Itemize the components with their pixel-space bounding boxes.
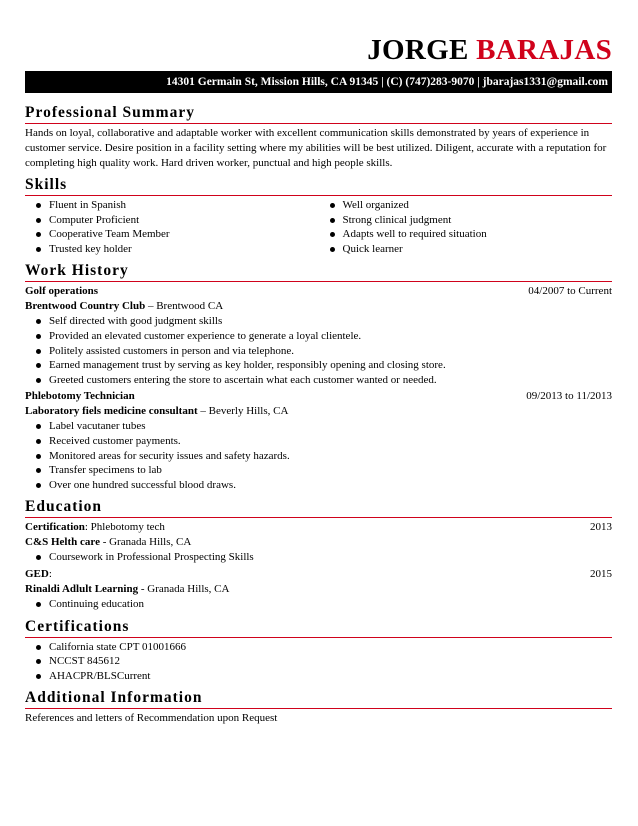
- first-name: JORGE: [367, 34, 469, 66]
- duty-item: Label vacutaner tubes: [25, 419, 612, 434]
- skill-item: Well organized: [319, 198, 613, 213]
- education-school: Rinaldi Adlult Learning: [25, 582, 139, 595]
- duty-item: Greeted customers entering the store to ascertain what each customer wanted or needed.: [25, 373, 612, 388]
- section-title-education: Education: [25, 498, 612, 518]
- education-year: 2013: [590, 521, 612, 534]
- certification-item: AHACPR/BLSCurrent: [25, 669, 612, 684]
- education-header: [25, 520, 612, 535]
- candidate-name: [25, 35, 612, 65]
- additional-text: References and letters of Recommendation upon Request: [25, 712, 278, 725]
- certification-item: California state CPT 01001666: [25, 640, 612, 655]
- education-degree: GED: [25, 567, 49, 580]
- contact-bar: 14301 Germain St, Mission Hills, CA 91345 | (C) (747)283-9070 | jbarajas1331@gmail.com: [25, 71, 612, 93]
- job-dates: 04/2007 to Current: [528, 285, 612, 298]
- education-details: [25, 597, 612, 612]
- job-employer: [25, 404, 612, 419]
- duty-item: Self directed with good judgment skills: [25, 314, 612, 329]
- skill-item: Computer Proficient: [25, 213, 319, 228]
- skill-item: Trusted key holder: [25, 242, 319, 257]
- job-duties: [25, 419, 612, 492]
- job-entry: [25, 284, 612, 387]
- education-location: - Granada Hills, CA: [138, 582, 230, 595]
- education-field: :: [48, 567, 52, 580]
- section-title-work: Work History: [25, 262, 612, 282]
- job-entry: [25, 389, 612, 492]
- education-field: : Phlebotomy tech: [84, 521, 165, 534]
- job-dates: 09/2013 to 11/2013: [526, 390, 612, 403]
- duty-item: Provided an elevated customer experience to generate a loyal clientele.: [25, 329, 612, 344]
- duty-item: Received customer payments.: [25, 434, 612, 449]
- job-company: Brentwood Country Club: [25, 300, 146, 313]
- resume-page: [25, 0, 612, 726]
- duty-item: Monitored areas for security issues and safety hazards.: [25, 449, 612, 464]
- education-school-line: [25, 582, 612, 597]
- duty-item: Over one hundred successful blood draws.: [25, 478, 612, 493]
- skill-item: Quick learner: [319, 242, 613, 257]
- certifications-section: [25, 618, 612, 684]
- education-details: [25, 550, 612, 565]
- education-location: - Granada Hills, CA: [99, 536, 192, 549]
- duty-item: Politely assisted customers in person and via telephone.: [25, 344, 612, 359]
- education-section: [25, 498, 612, 611]
- skills-columns: [25, 198, 612, 256]
- job-location: – Beverly Hills, CA: [197, 405, 289, 418]
- job-header: [25, 389, 612, 404]
- job-position: Phlebotomy Technician: [25, 390, 135, 403]
- job-location: – Brentwood CA: [145, 300, 224, 313]
- education-school-line: [25, 535, 612, 550]
- education-degree: Certification: [25, 521, 85, 534]
- job-company: Laboratory fiels medicine consultant: [25, 405, 198, 418]
- last-name: BARAJAS: [476, 34, 612, 66]
- education-school: C&S Helth care: [25, 536, 100, 549]
- job-employer: [25, 299, 612, 314]
- education-year: 2015: [590, 567, 612, 580]
- education-degree-line: [25, 567, 52, 582]
- skill-item: Cooperative Team Member: [25, 227, 319, 242]
- duty-item: Earned management trust by serving as key holder, responsibly opening and closing store.: [25, 358, 612, 373]
- work-section: [25, 262, 612, 492]
- summary-section: [25, 104, 612, 171]
- certifications-list: [25, 640, 612, 684]
- job-header: [25, 284, 612, 299]
- skill-item: Adapts well to required situation: [319, 227, 613, 242]
- education-detail-item: Continuing education: [25, 597, 612, 612]
- education-entry: [25, 520, 612, 565]
- education-entry: [25, 567, 612, 612]
- skill-item: Strong clinical judgment: [319, 213, 613, 228]
- summary-text: Hands on loyal, collaborative and adaptable worker with excellent communication skills demonstrated by years of experience in customer service. Desire position in a facility setting where my abilities will be best utilized. Diligent, accurate with a reputation for completing high quality work. Hard driven worker, punctual and high people skills.: [25, 127, 607, 169]
- skills-right-list: [319, 198, 613, 256]
- section-title-summary: Professional Summary: [25, 104, 612, 124]
- section-title-certifications: Certifications: [25, 618, 612, 638]
- skills-left-list: [25, 198, 319, 256]
- education-degree-line: [25, 520, 165, 535]
- job-duties: [25, 314, 612, 387]
- skills-section: [25, 176, 612, 256]
- section-title-additional: Additional Information: [25, 689, 612, 709]
- education-header: [25, 567, 612, 582]
- certification-item: NCCST 845612: [25, 654, 612, 669]
- skill-item: Fluent in Spanish: [25, 198, 319, 213]
- job-position: Golf operations: [25, 285, 99, 298]
- section-title-skills: Skills: [25, 176, 612, 196]
- additional-section: [25, 689, 612, 726]
- duty-item: Transfer specimens to lab: [25, 463, 612, 478]
- education-detail-item: Coursework in Professional Prospecting Skills: [25, 550, 612, 565]
